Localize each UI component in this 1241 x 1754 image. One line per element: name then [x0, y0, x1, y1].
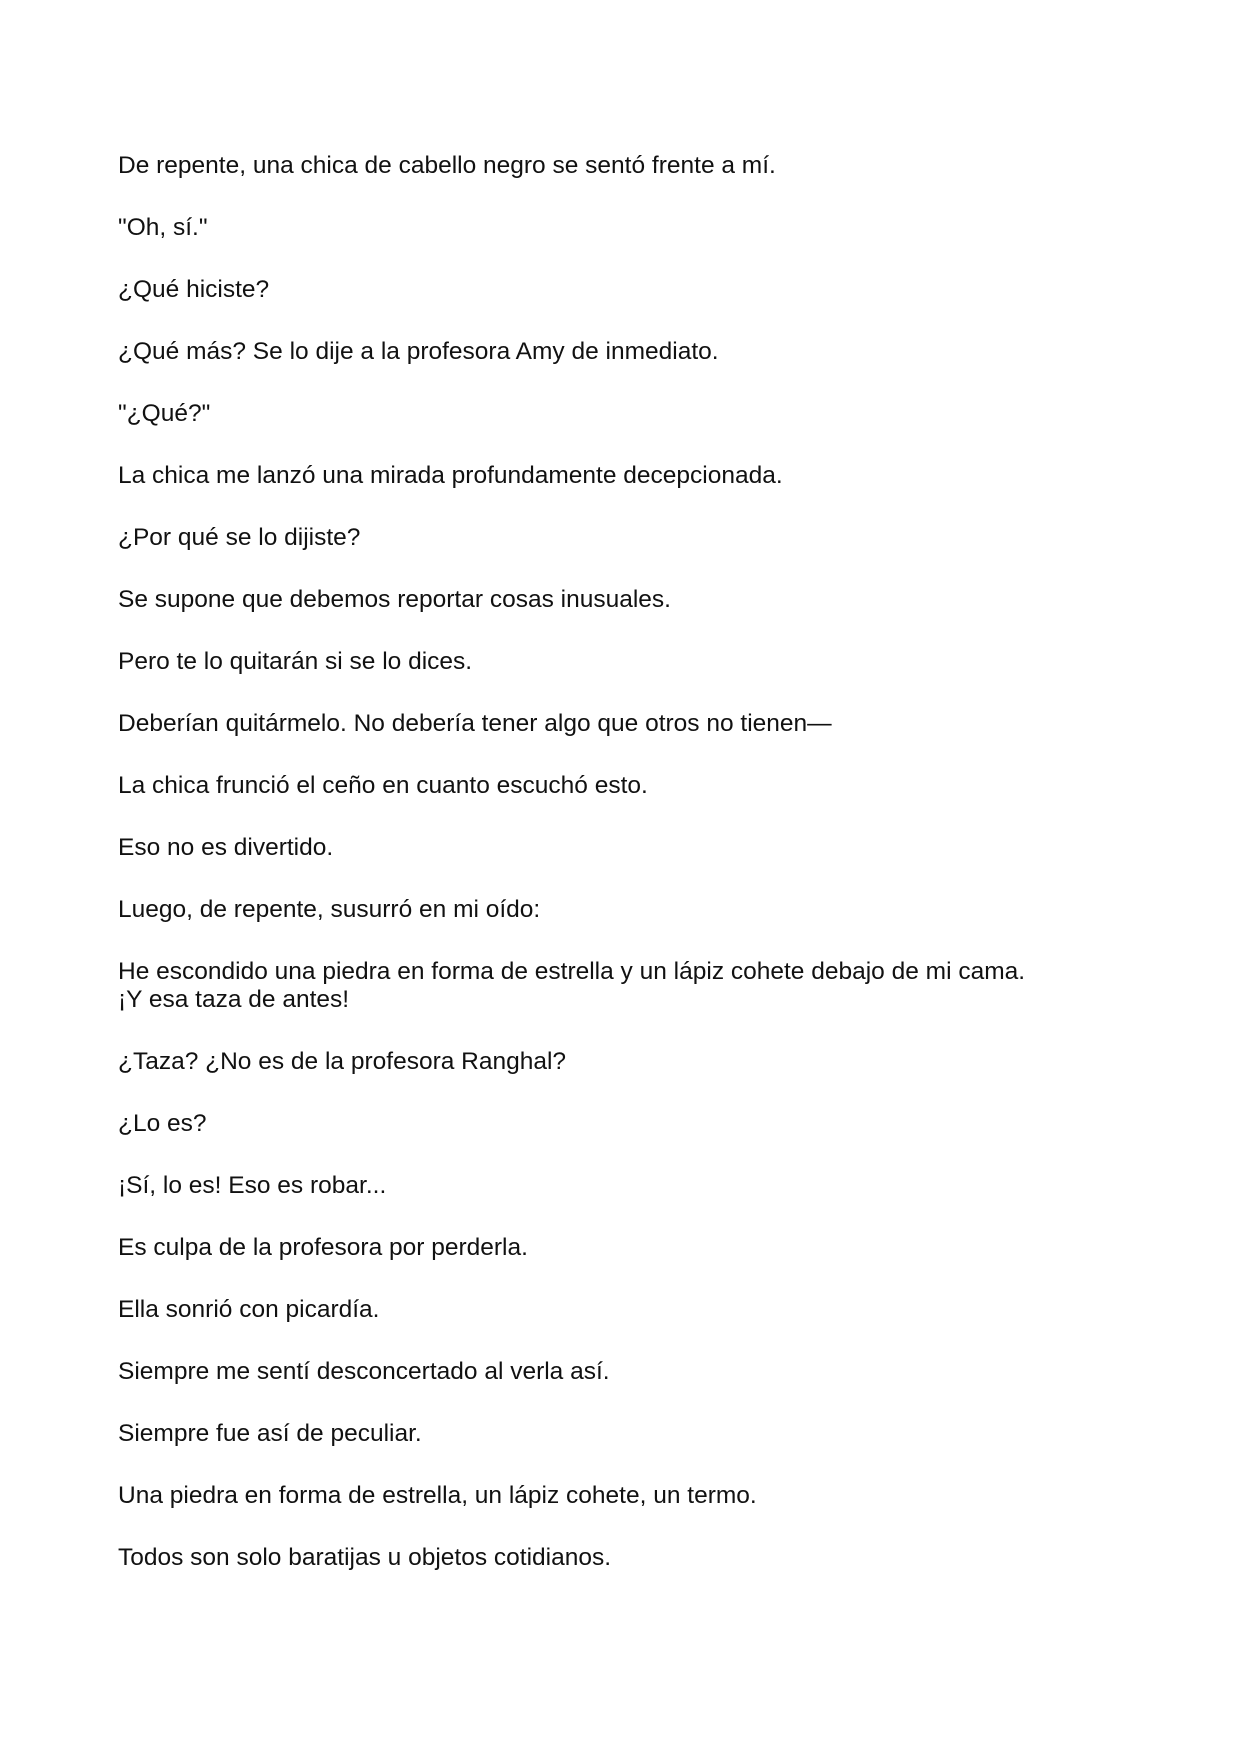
paragraph: La chica frunció el ceño en cuanto escuchó esto. — [118, 772, 648, 799]
paragraph: "¿Qué?" — [118, 400, 211, 427]
paragraph: ¿Qué más? Se lo dije a la profesora Amy de inmediato. — [118, 338, 719, 365]
paragraph: Siempre me sentí desconcertado al verla así. — [118, 1358, 610, 1385]
paragraph: ¿Por qué se lo dijiste? — [118, 524, 361, 551]
paragraph: Es culpa de la profesora por perderla. — [118, 1234, 528, 1261]
paragraph: Ella sonrió con picardía. — [118, 1296, 380, 1323]
paragraph: ¿Qué hiciste? — [118, 276, 270, 303]
paragraph: Eso no es divertido. — [118, 834, 334, 861]
paragraph: Una piedra en forma de estrella, un lápiz cohete, un termo. — [118, 1482, 757, 1509]
paragraph: La chica me lanzó una mirada profundamente decepcionada. — [118, 462, 783, 489]
paragraph: Se supone que debemos reportar cosas inusuales. — [118, 586, 671, 613]
document-body — [118, 152, 1138, 1606]
paragraph: Siempre fue así de peculiar. — [118, 1420, 422, 1447]
paragraph: ¿Lo es? — [118, 1110, 207, 1137]
paragraph: Todos son solo baratijas u objetos cotidianos. — [118, 1544, 612, 1571]
paragraph: "Oh, sí." — [118, 214, 208, 241]
paragraph: Deberían quitármelo. No debería tener algo que otros no tienen— — [118, 710, 832, 737]
paragraph: Pero te lo quitarán si se lo dices. — [118, 648, 473, 675]
paragraph: ¡Sí, lo es! Eso es robar... — [118, 1172, 387, 1199]
paragraph: Luego, de repente, susurró en mi oído: — [118, 896, 541, 923]
paragraph: He escondido una piedra en forma de estrella y un lápiz cohete debajo de mi cama. ¡Y esa taza de antes! — [118, 958, 1026, 1013]
paragraph: De repente, una chica de cabello negro se sentó frente a mí. — [118, 152, 776, 179]
paragraph: ¿Taza? ¿No es de la profesora Ranghal? — [118, 1048, 567, 1075]
